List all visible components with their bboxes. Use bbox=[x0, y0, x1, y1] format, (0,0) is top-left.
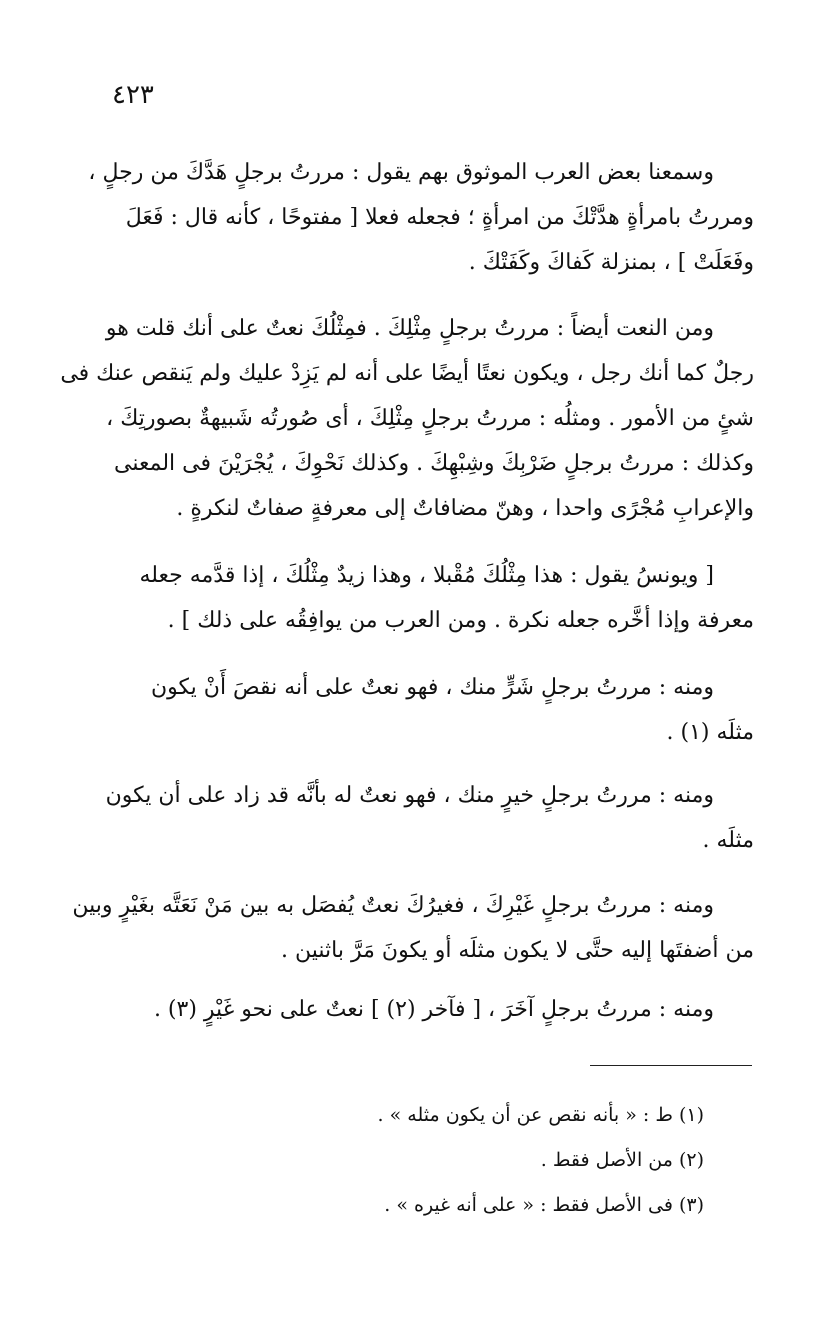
text-line: وكذلك : مررتُ برجلٍ ضَرْبِكَ وشِبْهِكَ . وكذلك نَحْوِكَ ، يُجْرَيْنَ فى المعنى bbox=[114, 451, 754, 476]
paragraph-4 bbox=[80, 665, 754, 755]
footnotes bbox=[378, 1093, 704, 1228]
footnote-3: (٣) فى الأصل فقط : « على أنه غيره » . bbox=[384, 1194, 704, 1216]
paragraph-2 bbox=[60, 306, 754, 531]
text-line: رجلٌ كما أنك رجل ، ويكون نعتًا أيضًا على أنه لم يَزِدْ عليك ولم يَنقص عنك فى bbox=[60, 361, 754, 386]
text-line: والإعرابِ مُجْرًى واحدا ، وهنّ مضافاتٌ إلى معرفةٍ صفاتٌ لنكرةٍ . bbox=[176, 496, 754, 521]
text-line: من أضفتَها إليه حتَّى لا يكون مثلَه أو يكونَ مَرَّ باثنين . bbox=[281, 938, 754, 963]
text-line: ومنه : مررتُ برجلٍ خيرٍ منك ، فهو نعتٌ له بأنَّه قد زاد على أن يكون bbox=[105, 783, 714, 808]
footnote-divider bbox=[590, 1065, 752, 1066]
footnote-1: (١) ط : « بأنه نقص عن أن يكون مثله » . bbox=[377, 1104, 704, 1126]
text-line: ومررتُ بامرأةٍ هدَّتْكَ من امرأةٍ ؛ فجعله فعلا [ مفتوحًا ، كأنه قال : فَعَلَ bbox=[125, 205, 754, 230]
paragraph-7 bbox=[80, 987, 754, 1032]
text-line: مثلَه . bbox=[702, 828, 754, 853]
text-line: مثلَه (١) . bbox=[666, 720, 754, 745]
text-line: وفَعَلَتْ ] ، بمنزلة كَفاكَ وكَفَتْكَ . bbox=[468, 250, 754, 275]
paragraph-3 bbox=[80, 553, 754, 643]
text-line: ومنه : مررتُ برجلٍ شَرٍّ منك ، فهو نعتٌ على أنه نقصَ أَنْ يكون bbox=[151, 675, 714, 700]
text-line: ومن النعت أيضاً : مررتُ برجلٍ مِثْلِكَ . فمِثْلُكَ نعتٌ على أنك قلت هو bbox=[105, 316, 714, 341]
text-line: شئٍ من الأمور . ومثلُه : مررتُ برجلٍ مِثْلِكَ ، أى صُورتُه شَبيهةٌ بصورتِكَ ، bbox=[106, 406, 754, 431]
page-number: ٤٢٣ bbox=[112, 80, 154, 110]
text-line: ومنه : مررتُ برجلٍ غَيْرِكَ ، فغيرُكَ نعتٌ يُفصَل به بين مَنْ نَعَتَّه بغَيْرٍ وبين bbox=[72, 893, 714, 918]
text-line: [ ويونسُ يقول : هذا مِثْلُكَ مُقْبلا ، وهذا زيدٌ مِثْلُكَ ، إذا قدَّمه جعله bbox=[139, 563, 714, 588]
paragraph-5 bbox=[80, 773, 754, 863]
text-line: ومنه : مررتُ برجلٍ آخَرَ ، [ فآخر (٢) ] نعتٌ على نحو غَيْرٍ (٣) . bbox=[153, 997, 714, 1022]
paragraph-6 bbox=[72, 883, 754, 973]
text-line: وسمعنا بعض العرب الموثوق بهم يقول : مررتُ برجلٍ هَدَّكَ من رجلٍ ، bbox=[88, 160, 714, 185]
text-line: معرفة وإذا أخَّره جعله نكرة . ومن العرب من يوافِقُه على ذلك ] . bbox=[167, 608, 754, 633]
footnote-2: (٢) من الأصل فقط . bbox=[540, 1149, 704, 1171]
paragraph-1 bbox=[80, 150, 754, 285]
